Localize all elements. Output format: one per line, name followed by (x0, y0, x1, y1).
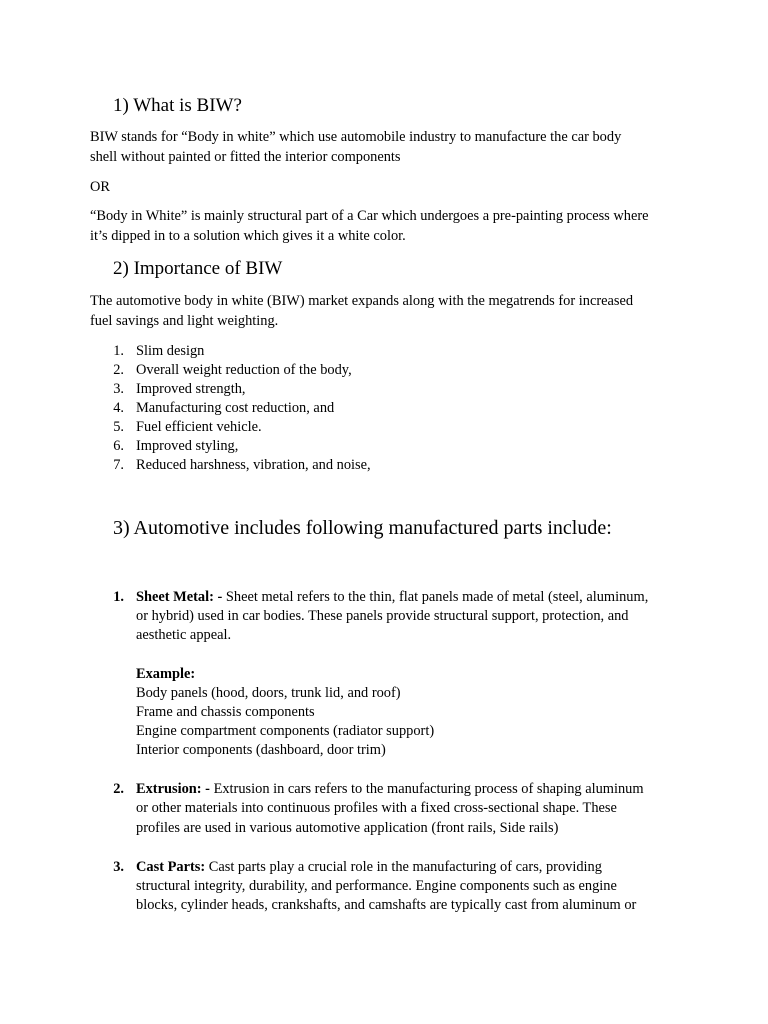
s2-para-line2: fuel savings and light weighting. (90, 313, 279, 329)
heading-importance-of-biw: 2) Importance of BIW (113, 258, 283, 279)
list-item-number: 6. (113, 438, 124, 454)
example-item: Body panels (hood, doors, trunk lid, and roof) (136, 685, 401, 701)
cast-parts-line1 (136, 858, 602, 878)
cast-parts-line3: blocks, cylinder heads, crankshafts, and camshafts are typically cast from aluminum or (136, 897, 637, 913)
list-item-text: Reduced harshness, vibration, and noise, (136, 457, 371, 473)
s1-para1-line1: BIW stands for “Body in white” which use automobile industry to manufacture the car body (90, 129, 622, 145)
list-item-number: 7. (113, 457, 124, 473)
example-item: Interior components (dashboard, door trim) (136, 742, 386, 758)
list-item-number: 1. (113, 589, 124, 605)
list-item-number: 2. (113, 781, 124, 797)
list-item-text: Improved strength, (136, 381, 246, 397)
sheet-metal-line2: or hybrid) used in car bodies. These panels provide structural support, protection, and (136, 608, 629, 624)
s1-para2-line1: “Body in White” is mainly structural part of a Car which undergoes a pre-painting process where (90, 208, 649, 224)
list-item-text: Overall weight reduction of the body, (136, 362, 352, 378)
list-item-number: 2. (113, 362, 124, 378)
sheet-metal-line1 (136, 588, 648, 608)
list-item-text: Slim design (136, 343, 205, 359)
s1-or: OR (90, 179, 110, 195)
sheet-metal-label: Sheet Metal: - (136, 589, 223, 605)
cast-parts-text: Cast parts play a crucial role in the manufacturing of cars, providing (205, 859, 602, 875)
cast-parts-line2: structural integrity, durability, and performance. Engine components such as engine (136, 878, 617, 894)
cast-parts-label: Cast Parts: (136, 859, 206, 875)
list-item-number: 5. (113, 419, 124, 435)
extrusion-line2: or other materials into continuous profiles with a fixed cross-sectional shape. These (136, 800, 617, 816)
example-label: Example: (136, 666, 196, 682)
list-item-text: Fuel efficient vehicle. (136, 419, 262, 435)
list-item-text: Improved styling, (136, 438, 239, 454)
sheet-metal-line3: aesthetic appeal. (136, 627, 232, 643)
list-item-number: 3. (113, 381, 124, 397)
heading-what-is-biw: 1) What is BIW? (113, 95, 242, 116)
s1-para2-line2: it’s dipped in to a solution which gives it a white color. (90, 228, 406, 244)
extrusion-text: Extrusion in cars refers to the manufacturing process of shaping aluminum (209, 781, 644, 797)
list-item-number: 3. (113, 859, 124, 875)
list-item-number: 4. (113, 400, 124, 416)
heading-manufactured-parts: 3) Automotive includes following manufactured parts include: (113, 517, 612, 539)
list-item-number: 1. (113, 343, 124, 359)
extrusion-line1 (136, 780, 644, 800)
list-item-text: Manufacturing cost reduction, and (136, 400, 335, 416)
s1-para1-line2: shell without painted or fitted the interior components (90, 149, 401, 165)
example-item: Frame and chassis components (136, 704, 315, 720)
extrusion-line3: profiles are used in various automotive application (front rails, Side rails) (136, 820, 559, 836)
example-item: Engine compartment components (radiator support) (136, 723, 435, 739)
extrusion-label: Extrusion: - (136, 781, 210, 797)
s2-para-line1: The automotive body in white (BIW) market expands along with the megatrends for increased (90, 293, 634, 309)
sheet-metal-text: Sheet metal refers to the thin, flat panels made of metal (steel, aluminum, (222, 589, 649, 605)
